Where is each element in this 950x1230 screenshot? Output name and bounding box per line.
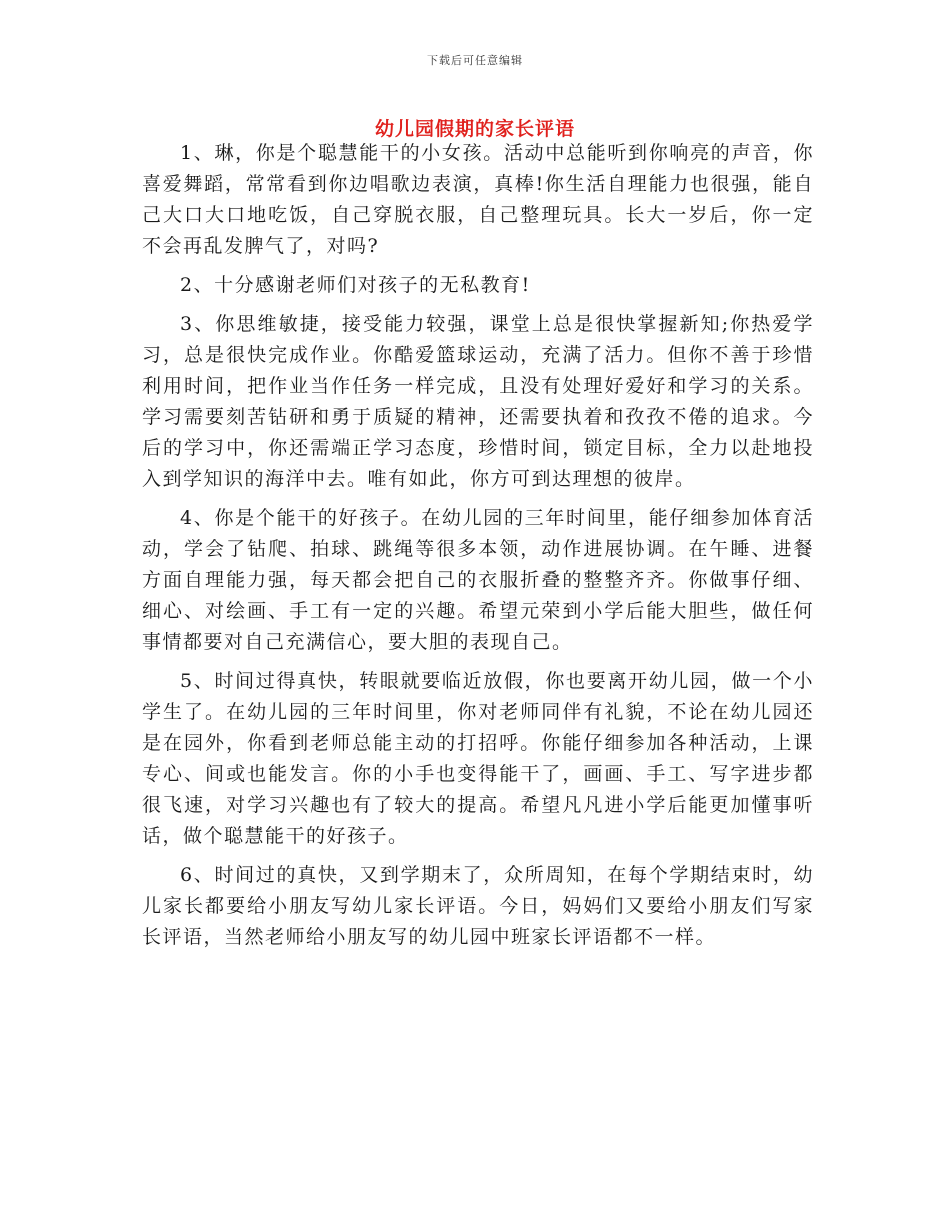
paragraph-5: 5、时间过得真快，转眼就要临近放假，你也要离开幼儿园，做一个小学生了。在幼儿园的三年时间里，你对老师同伴有礼貌，不论在幼儿园还是在园外，你看到老师总能主动的打招呼。你能仔细参加各种活动，上课专心、间或也能发言。你的小手也变得能干了，画画、手工、写字进步都很飞速，对学习兴趣也有了较大的提高。希望凡凡进小学后能更加懂事听话，做个聪慧能干的好孩子。 [142, 670, 814, 847]
document-body [142, 138, 814, 961]
paragraph-6: 6、时间过的真快，又到学期末了，众所周知，在每个学期结束时，幼儿家长都要给小朋友写幼儿家长评语。今日，妈妈们又要给小朋友们写家长评语，当然老师给小朋友写的幼儿园中班家长评语都不一样。 [142, 864, 814, 948]
header-note: 下载后可任意编辑 [427, 54, 523, 67]
paragraph-4: 4、你是个能干的好孩子。在幼儿园的三年时间里，能仔细参加体育活动，学会了钻爬、拍球、跳绳等很多本领，动作进展协调。在午睡、进餐方面自理能力强，每天都会把自己的衣服折叠的整整齐齐。你做事仔细、细心、对绘画、手工有一定的兴趣。希望元荣到小学后能大胆些，做任何事情都要对自己充满信心，要大胆的表现自己。 [142, 507, 814, 653]
paragraph-3: 3、你思维敏捷，接受能力较强，课堂上总是很快掌握新知;你热爱学习，总是很快完成作业。你酷爱篮球运动，充满了活力。但你不善于珍惜利用时间，把作业当作任务一样完成，且没有处理好爱好和学习的关系。学习需要刻苦钻研和勇于质疑的精神，还需要执着和孜孜不倦的追求。今后的学习中，你还需端正学习态度，珍惜时间，锁定目标，全力以赴地投入到学知识的海洋中去。唯有如此，你方可到达理想的彼岸。 [142, 313, 814, 490]
paragraph-1: 1、琳，你是个聪慧能干的小女孩。活动中总能听到你响亮的声音，你喜爱舞蹈，常常看到你边唱歌边表演，真棒!你生活自理能力也很强，能自己大口大口地吃饭，自己穿脱衣服，自己整理玩具。长大一岁后，你一定不会再乱发脾气了，对吗? [142, 142, 814, 257]
document-title: 幼儿园假期的家长评语 [374, 118, 575, 140]
paragraph-2: 2、十分感谢老师们对孩子的无私教育! [180, 274, 531, 296]
